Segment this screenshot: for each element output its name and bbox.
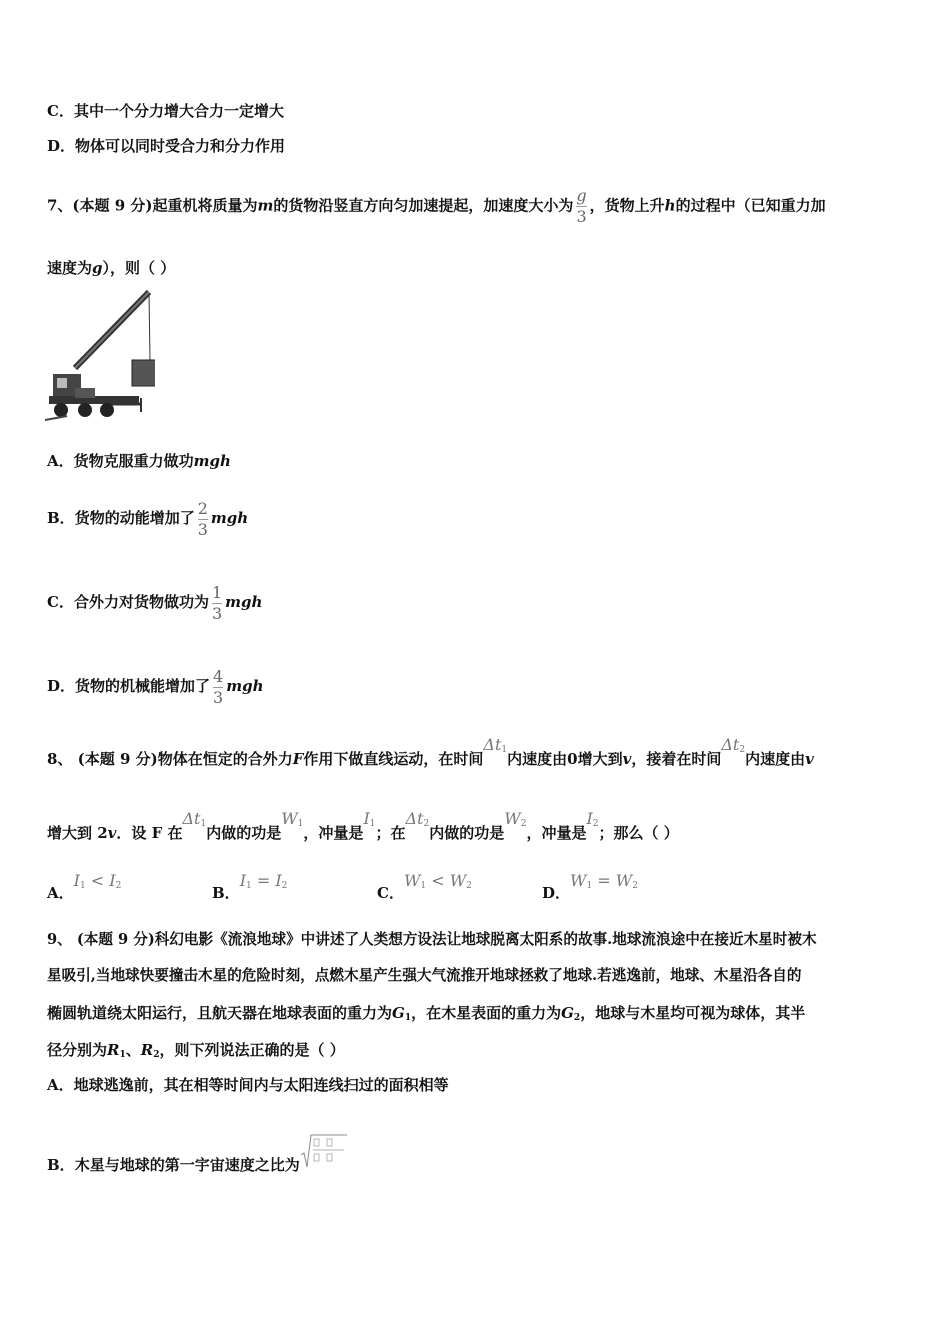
subscript: 1 xyxy=(501,745,508,755)
text: 速度为 xyxy=(47,259,93,277)
fraction xyxy=(212,584,222,623)
option-text: 合外力对货物做功为 xyxy=(73,593,209,611)
option-text: 货物的动能增加了 xyxy=(74,509,195,527)
text: ，地球与木星均可视为球体，其半 xyxy=(580,1004,806,1022)
q8-option-a xyxy=(47,870,122,902)
subscript: 2 xyxy=(153,1050,160,1060)
text: 的货物沿竖直方向匀加速提起，加速度大小为 xyxy=(273,196,574,215)
text: ；在 xyxy=(375,824,406,842)
relation: < xyxy=(85,871,110,890)
q9-stem-line2 xyxy=(47,966,801,986)
q8-option-b xyxy=(212,870,288,902)
value-zero: 0 xyxy=(567,750,578,768)
q9-option-a xyxy=(47,1075,449,1095)
option-expr: mgh xyxy=(210,509,249,527)
q7-option-b xyxy=(47,492,248,544)
numerator: 4 xyxy=(213,666,224,686)
var-I: I xyxy=(363,809,370,828)
subscript: 1 xyxy=(369,819,376,829)
lhs: I xyxy=(73,871,80,890)
option-letter: C． xyxy=(47,593,74,611)
text: 的过程中（已知重力加 xyxy=(675,196,826,215)
var-W: W xyxy=(504,809,521,828)
delta-t-symbol: Δt xyxy=(182,809,201,828)
relation: = xyxy=(251,871,276,890)
subscript: 2 xyxy=(115,881,122,891)
numerator: 1 xyxy=(211,582,223,602)
I1 xyxy=(363,809,375,828)
subscript: 2 xyxy=(592,819,599,829)
text: 7、(本题 9 分)起重机将质量为 xyxy=(47,196,258,215)
rhs: I xyxy=(109,871,116,890)
option-formula xyxy=(74,871,122,890)
q8-option-c xyxy=(377,870,472,902)
text: 作用下做直线运动，在时间 xyxy=(303,750,484,768)
text: 8、 (本题 9 分)物体在恒定的合外力 xyxy=(47,750,293,768)
delta-t-symbol: Δt xyxy=(483,735,502,754)
rhs: W xyxy=(615,871,633,890)
denominator: 3 xyxy=(197,519,208,539)
option-letter: D． xyxy=(542,884,571,902)
q7-stem-line2 xyxy=(47,258,175,278)
var-g: g xyxy=(92,259,103,277)
denominator: 3 xyxy=(576,207,587,226)
option-letter: B． xyxy=(47,509,75,527)
option-text: 地球逃逸前，其在相等时间内与太阳连线扫过的面积相等 xyxy=(73,1076,449,1094)
option-formula xyxy=(240,871,288,890)
q7-option-c xyxy=(47,576,262,628)
subscript: 1 xyxy=(586,881,593,891)
option-letter: A． xyxy=(47,1076,74,1094)
text: ），则（ ） xyxy=(102,259,176,277)
lhs: I xyxy=(239,871,247,890)
I2 xyxy=(586,809,598,828)
option-expr: mgh xyxy=(226,677,264,695)
text: 、 xyxy=(125,1041,141,1059)
text: 内做的功是 xyxy=(429,824,505,842)
text: 椭圆轨道绕太阳运行，且航天器在地球表面的重力为 xyxy=(47,1004,393,1022)
text: 内速度由 xyxy=(507,750,568,768)
subscript: 2 xyxy=(423,819,430,829)
fraction-g-over-3 xyxy=(576,187,586,226)
subscript: 2 xyxy=(739,745,746,755)
option-letter: B． xyxy=(212,884,240,902)
var-G: G xyxy=(561,1004,574,1022)
subscript: 2 xyxy=(573,1013,581,1023)
text: 星吸引,当地球快要撞击木星的危险时刻，点燃木星产生强大气流推开地球拯救了地球.若逃逸前，地球、木星沿各自的 xyxy=(47,967,802,984)
text: 增大到 2 xyxy=(47,824,108,842)
q9-stem-line3 xyxy=(47,1003,805,1028)
crane-image xyxy=(45,288,155,428)
var-F: F xyxy=(292,750,304,768)
q7-option-a xyxy=(47,451,231,471)
text: ，货物上升 xyxy=(589,196,665,215)
q9-option-b xyxy=(47,1147,348,1185)
option-text: 其中一个分力增大合力一定增大 xyxy=(73,102,284,120)
var-m: m xyxy=(257,196,274,215)
text: ；那么（ ） xyxy=(598,824,679,842)
q6-option-d xyxy=(47,136,285,156)
option-text: 木星与地球的第一宇宙速度之比为 xyxy=(74,1156,300,1174)
text: 内速度由 xyxy=(745,750,806,768)
relation: = xyxy=(592,871,616,890)
text: 增大到 xyxy=(577,750,623,768)
lhs: W xyxy=(403,871,421,890)
delta-t1 xyxy=(183,809,207,828)
subscript: 1 xyxy=(79,881,86,891)
q6-option-c xyxy=(47,101,284,121)
rhs: W xyxy=(449,871,467,890)
option-letter: D． xyxy=(47,137,76,155)
q7-stem-line1 xyxy=(47,187,826,226)
subscript: 2 xyxy=(281,881,288,891)
subscript: 1 xyxy=(246,881,252,891)
delta-t1 xyxy=(483,735,507,754)
option-letter: C． xyxy=(47,102,74,120)
W2 xyxy=(504,809,526,828)
text: ，在木星表面的重力为 xyxy=(411,1004,562,1022)
subscript: 1 xyxy=(297,819,304,829)
option-formula xyxy=(570,871,638,890)
option-letter: C． xyxy=(377,884,404,902)
lhs: W xyxy=(570,871,587,890)
option-expr: mgh xyxy=(193,452,231,470)
option-formula xyxy=(404,871,472,890)
fraction xyxy=(198,500,208,539)
denominator: 3 xyxy=(213,687,224,707)
text: ，接着在时间 xyxy=(631,750,722,768)
rhs: I xyxy=(275,871,282,890)
var-R: R xyxy=(140,1041,154,1059)
option-text: 货物的机械能增加了 xyxy=(75,677,211,695)
delta-t-symbol: Δt xyxy=(721,735,740,754)
delta-t2 xyxy=(721,735,745,754)
text: 径分别为 xyxy=(47,1041,108,1059)
option-letter: A． xyxy=(47,452,74,470)
q9-stem-line1 xyxy=(47,930,817,950)
option-expr: mgh xyxy=(225,593,263,611)
fraction xyxy=(213,668,223,707)
numerator: g xyxy=(576,186,587,205)
q8-option-d xyxy=(542,870,638,902)
option-letter: A． xyxy=(47,884,74,902)
var-G: G xyxy=(392,1004,405,1022)
text: 9、 (本题 9 分)科幻电影《流浪地球》中讲述了人类想方设法让地球脱离太阳系的故事.地球流浪途中在接近木星时被木 xyxy=(47,931,817,948)
option-letter: D． xyxy=(47,677,76,695)
text: ．设 F 在 xyxy=(116,824,183,842)
subscript: 1 xyxy=(200,819,207,829)
var-I: I xyxy=(586,809,593,828)
subscript: 2 xyxy=(632,881,638,891)
subscript: 1 xyxy=(420,881,427,891)
numerator: 2 xyxy=(197,498,208,518)
subscript: 1 xyxy=(119,1050,126,1060)
relation: < xyxy=(426,871,450,890)
var-h: h xyxy=(664,196,676,215)
option-text: 货物克服重力做功 xyxy=(73,452,194,470)
q9-stem-line4 xyxy=(47,1040,345,1065)
option-text: 物体可以同时受合力和分力作用 xyxy=(75,137,286,155)
var-v: v xyxy=(107,824,117,842)
text: ，则下列说法正确的是（ ） xyxy=(159,1041,345,1059)
var-R: R xyxy=(107,1041,120,1059)
text: ，冲量是 xyxy=(526,824,587,842)
text: ，冲量是 xyxy=(303,824,364,842)
W1 xyxy=(281,809,303,828)
delta-t-symbol: Δt xyxy=(405,809,424,828)
var-v: v xyxy=(805,750,814,768)
subscript: 1 xyxy=(404,1013,412,1023)
option-letter: B． xyxy=(47,1156,75,1174)
text: 内做的功是 xyxy=(206,824,282,842)
delta-t2 xyxy=(406,809,430,828)
subscript: 2 xyxy=(466,881,472,891)
q7-option-d xyxy=(47,660,263,712)
var-W: W xyxy=(281,809,298,828)
var-v: v xyxy=(622,750,632,768)
denominator: 3 xyxy=(211,603,223,623)
sqrt-formula-image xyxy=(300,1133,348,1171)
subscript: 2 xyxy=(520,819,527,829)
